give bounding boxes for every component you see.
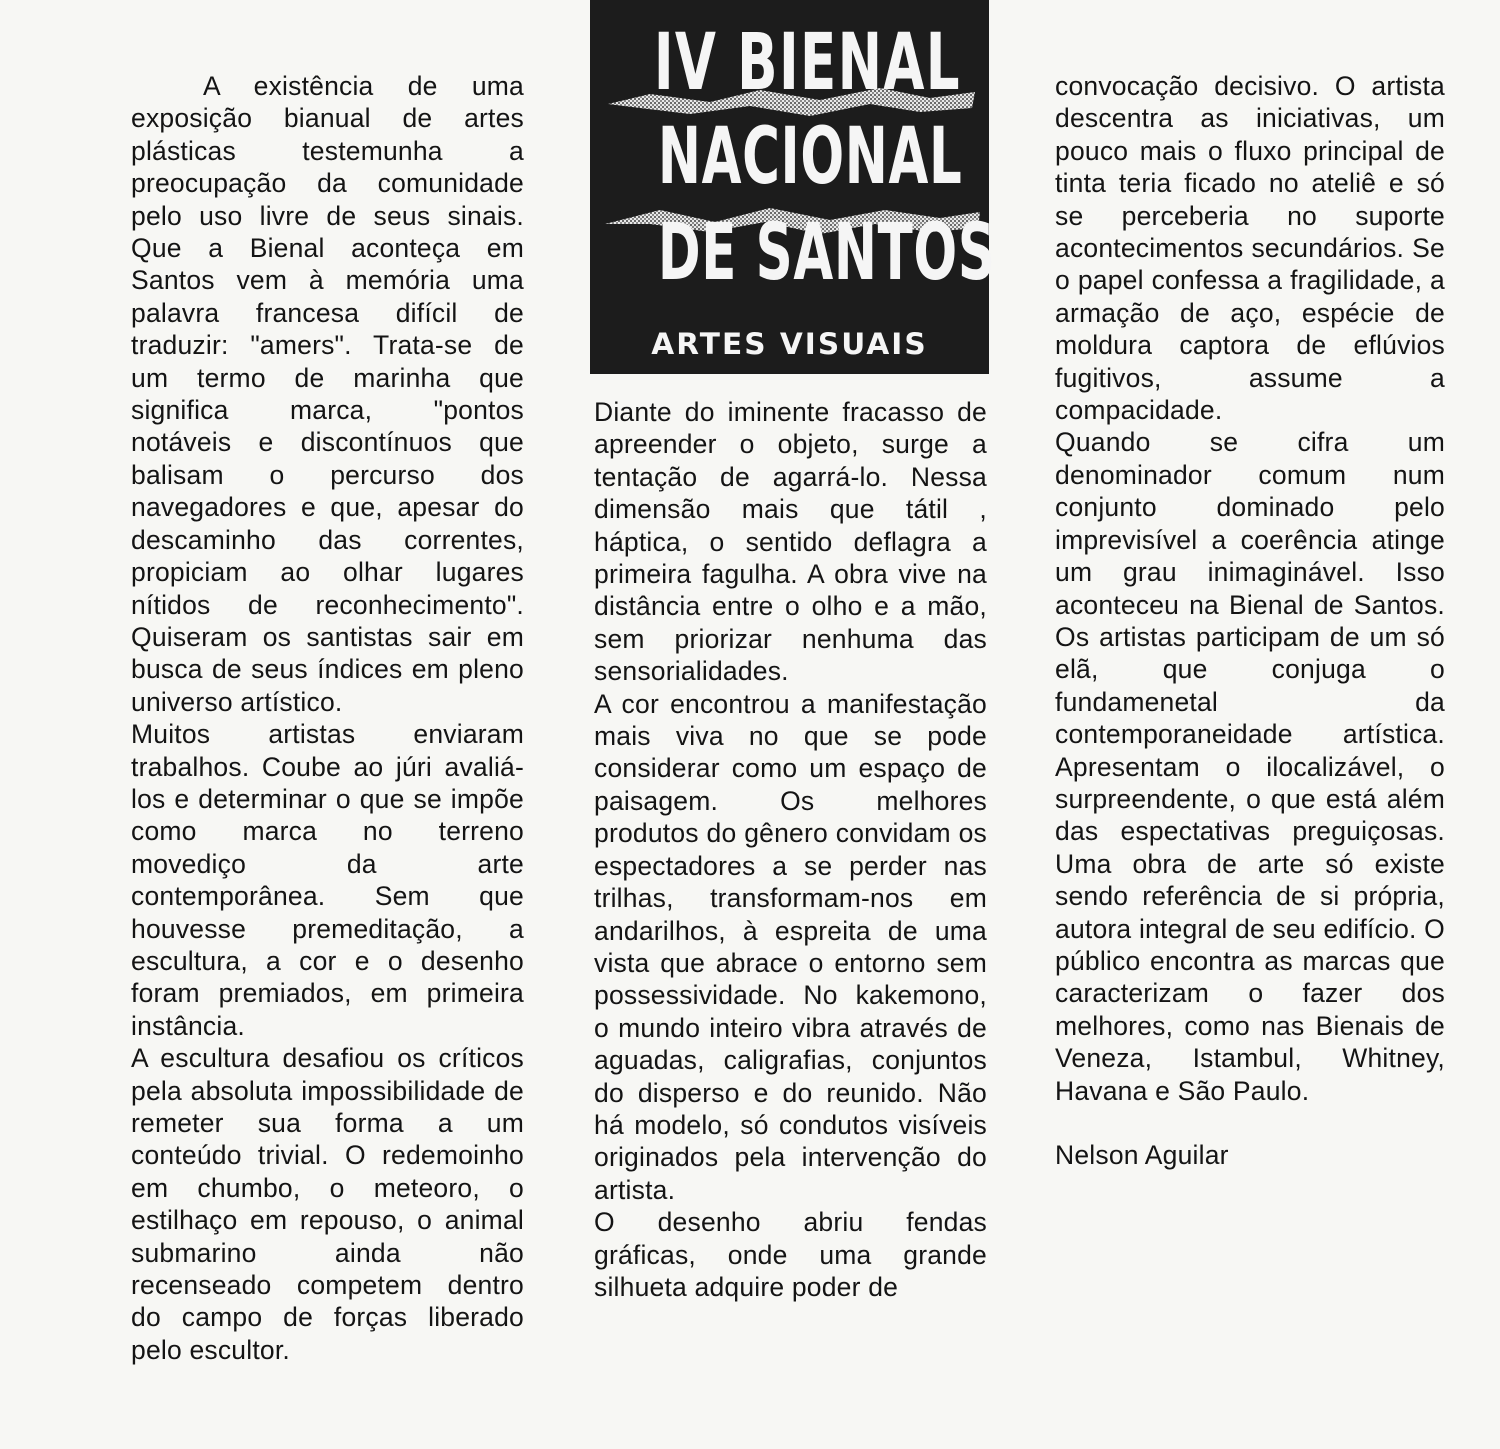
paragraph: Quando se cifra um denominador comum num conjunto dominado pelo imprevisível a coerência atinge um grau inimaginável. Isso aconteceu na Bienal de Santos. Os artistas participam de um só elã, que conjuga o fundamenetal da contemporaneidade artística. Apresentam o ilocalizável, o surpreendente, o que está além das espectativas preguiçosas. Uma obra de arte só existe sendo referência de si própria, autora integral de seu edifício. O público encontra as marcas que caracterizam o fazer dos melhores, como nas Bienais de Veneza, Istambul, Whitney, Havana e São Paulo. [1055, 427, 1445, 1106]
paragraph: A existência de uma exposição bianual de artes plásticas testemunha a preocupação da comunidade pelo uso livre de seus sinais. Que a Bienal aconteça em Santos vem à memória uma palavra francesa difícil de traduzir: "amers". Trata-se de um termo de marinha que significa marca, "pontos notáveis e discontínuos que balisam o percurso dos navegadores e que, apesar do descaminho das correntes, propiciam ao olhar lugares nítidos de reconhecimento". Quiseram os santistas sair em busca de seus índices em pleno universo artístico. [131, 71, 524, 717]
logo-subtitle: ARTES VISUAIS [651, 327, 928, 361]
paragraph: Muitos artistas enviaram trabalhos. Coube ao júri avaliá-los e determinar o que se impõe como marca no terreno movediço da arte contemporânea. Sem que houvesse premeditação, a escultura, a cor e o desenho foram premiados, em primeira instância. [131, 719, 524, 1041]
logo-line-1: IV BIENAL [653, 18, 961, 108]
logo-line-3: DE SANTOS [657, 208, 996, 298]
paragraph: Diante do iminente fracasso de apreender o objeto, surge a tentação de agarrá-lo. Nessa dimensão mais que tátil , háptica, o sentido deflagra a primeira fagulha. A obra vive na distância entre o olho e a mão, sem priorizar nenhuma das sensorialidades. [594, 397, 987, 687]
paragraph: convocação decisivo. O artista descentra as iniciativas, um pouco mais o fluxo principal de tinta teria ficado no ateliê e só se perceberia no suporte acontecimentos secundários. Se o papel confessa a fragilidade, a armação de aço, espécie de moldura captora de eflúvios fugitivos, assume a compacidade. [1055, 71, 1445, 426]
paragraph: O desenho abriu fendas gráficas, onde uma grande silhueta adquire poder de [594, 1207, 987, 1302]
paragraph: A escultura desafiou os críticos pela absoluta impossibilidade de remeter sua forma a um conteúdo trivial. O redemoinho em chumbo, o meteoro, o estilhaço em repouso, o animal submarino ainda não recenseado competem dentro do campo de forças liberado pelo escultor. [131, 1043, 524, 1365]
text-column-right [1055, 70, 1445, 1171]
text-column-middle [594, 396, 987, 1303]
exhibition-logo [590, 0, 996, 374]
text-column-left [131, 70, 524, 1366]
author-signature: Nelson Aguilar [1055, 1140, 1229, 1170]
paragraph: A cor encontrou a manifestação mais viva no que se pode considerar como um espaço de paisagem. Os melhores produtos do gênero convidam os espectadores a se perder nas trilhas, transformam-nos em andarilhos, à espreita de uma vista que abrace o entorno sem possessividade. No kakemono, o mundo inteiro vibra através de aguadas, caligrafias, conjuntos do disperso e do reunido. Não há modelo, só condutos visíveis originados pela intervenção do artista. [594, 688, 987, 1205]
logo-line-2: NACIONAL [657, 112, 963, 202]
